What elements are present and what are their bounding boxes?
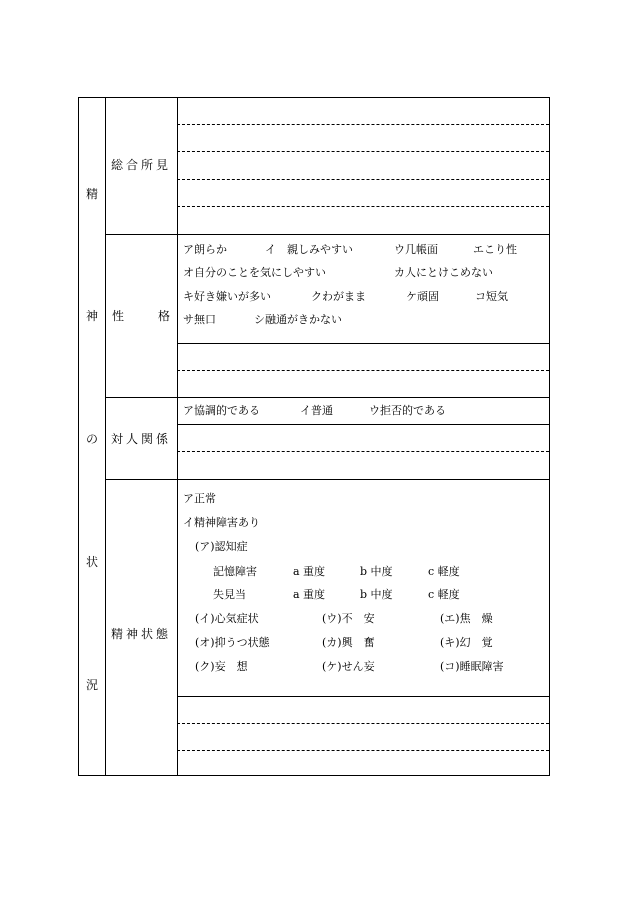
personality-option: コ短気	[475, 290, 508, 303]
interpersonal-label: 対人関係	[110, 432, 171, 446]
disorientation-level: a 重度	[293, 588, 326, 601]
general-findings-label: 総合所見	[110, 158, 171, 172]
personality-label-left: 性	[112, 309, 125, 323]
symptom-item: (ケ)せん妄	[322, 660, 375, 673]
column-divider-2	[177, 98, 178, 775]
symptom-item: (キ)幻 覚	[440, 636, 493, 649]
disorientation-level: b 中度	[360, 588, 393, 601]
mental-state-dotted-line-2	[177, 750, 549, 751]
symptom-item: (オ)抑うつ状態	[195, 636, 270, 649]
interpersonal-divider	[177, 424, 549, 425]
mental-disorder: イ精神障害あり	[183, 516, 260, 529]
section-title-char-2: 神	[85, 309, 98, 323]
section-title-char-5: 況	[85, 678, 98, 692]
mental-state-divider	[177, 696, 549, 697]
personality-option: イ 親しみやすい	[265, 243, 353, 256]
personality-label	[106, 309, 176, 323]
symptom-item: (カ)興 奮	[322, 636, 375, 649]
general-dotted-line-2	[177, 151, 549, 152]
personality-option: エこり性	[473, 243, 517, 256]
symptom-item: (ク)妄 想	[195, 660, 248, 673]
mental-state-dotted-line-1	[177, 723, 549, 724]
personality-option: シ融通がきかない	[254, 313, 342, 326]
section-title-char-4: 状	[85, 555, 98, 569]
interpersonal-dotted-line	[177, 451, 549, 452]
personality-option: ア朗らか	[183, 243, 227, 256]
personality-option: クわがまま	[311, 290, 366, 303]
interpersonal-option: ア協調的である	[183, 404, 260, 417]
personality-label-right: 格	[157, 309, 170, 323]
section-title-char-1: 精	[85, 187, 98, 201]
symptom-item: (ウ)不 安	[322, 612, 375, 625]
personality-option: ウ几帳面	[394, 243, 438, 256]
personality-option: サ無口	[183, 313, 216, 326]
general-dotted-line-1	[177, 124, 549, 125]
interpersonal-option: ウ拒否的である	[369, 404, 446, 417]
memory-impairment-label: 記憶障害	[213, 565, 257, 578]
interpersonal-bottom-border	[105, 479, 549, 480]
personality-option: オ自分のことを気にしやすい	[183, 266, 326, 279]
personality-divider	[177, 343, 549, 344]
disorientation-level: c 軽度	[428, 588, 460, 601]
symptom-item: (エ)焦 燥	[440, 612, 493, 625]
personality-option: キ好き嫌いが多い	[183, 290, 271, 303]
symptom-item: (コ)睡眠障害	[440, 660, 504, 673]
mental-state-label: 精神状態	[110, 627, 171, 641]
personality-option: ケ頑固	[406, 290, 439, 303]
mental-dementia: (ア)認知症	[195, 540, 248, 553]
personality-dotted-line	[177, 370, 549, 371]
general-dotted-line-3	[177, 179, 549, 180]
personality-bottom-border	[105, 397, 549, 398]
memory-level: c 軽度	[428, 565, 460, 578]
mental-status-form-table	[78, 97, 550, 776]
symptom-item: (イ)心気症状	[195, 612, 259, 625]
memory-level: a 重度	[293, 565, 326, 578]
interpersonal-option: イ普通	[300, 404, 333, 417]
general-dotted-line-4	[177, 206, 549, 207]
disorientation-label: 失見当	[213, 588, 246, 601]
general-bottom-border	[105, 234, 549, 235]
mental-normal: ア正常	[183, 492, 216, 505]
personality-option: カ人にとけこめない	[394, 266, 493, 279]
memory-level: b 中度	[360, 565, 393, 578]
section-title-char-3: の	[85, 432, 98, 446]
